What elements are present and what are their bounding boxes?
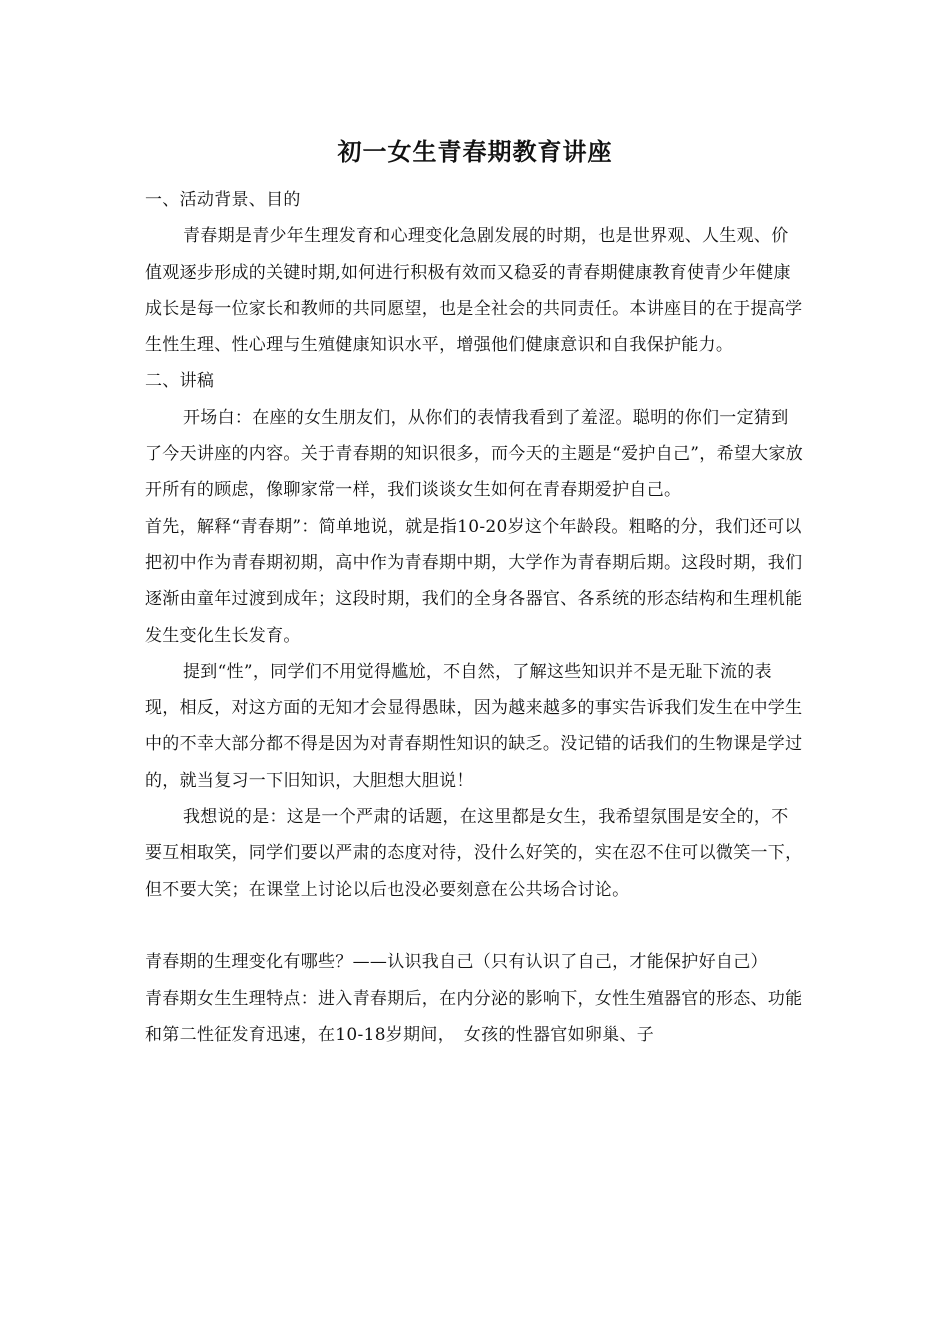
paragraph-definition: 首先，解释“青春期”：简单地说，就是指10-20岁这个年龄段。粗略的分，我们还可以把初中作为青春期初期，高中作为青春期中期，大学作为青春期后期。这段时期，我们逐渐由童年过渡到成年；这段时期，我们的全身各器官、各系统的形态结构和生理机能发生变化生长发育。	[145, 516, 803, 646]
document-body	[145, 182, 805, 1053]
blank-line	[145, 908, 805, 944]
document-title: 初一女生青春期教育讲座	[337, 138, 613, 166]
paragraph-serious-topic: 我想说的是：这是一个严肃的话题，在这里都是女生，我希望氛围是安全的，不要互相取笑，同学们要以严肃的态度对待，没什么好笑的，实在忍不住可以微笑一下，但不要大笑；在课堂上讨论以后也没必要刻意在公共场合讨论。	[145, 807, 803, 900]
paragraph-physical-changes-question: 青春期的生理变化有哪些？——认识我自己（只有认识了自己，才能保护好自己）	[145, 952, 768, 973]
paragraph-physiological-features: 青春期女生生理特点：进入青春期后，在内分泌的影响下，女性生殖器官的形态、功能和第二性征发育迅速，在10-18岁期间， 女孩的性器官如卵巢、子	[145, 988, 803, 1045]
paragraph-background: 青春期是青少年生理发育和心理变化急剧发展的时期，也是世界观、人生观、价值观逐步形成的关键时期,如何进行积极有效而又稳妥的青春期健康教育使青少年健康成长是每一位家长和教师的共同愿望，也是全社会的共同责任。本讲座目的在于提高学生性生理、性心理与生殖健康知识水平，增强他们健康意识和自我保护能力。	[145, 226, 803, 356]
paragraph-opening: 开场白：在座的女生朋友们，从你们的表情我看到了羞涩。聪明的你们一定猜到了今天讲座的内容。关于青春期的知识很多，而今天的主题是“爱护自己”，希望大家放开所有的顾虑，像聊家常一样，我们谈谈女生如何在青春期爱护自己。	[145, 407, 804, 501]
paragraph-mention-sex: 提到“性”，同学们不用觉得尴尬，不自然，了解这些知识并不是无耻下流的表现，相反，对这方面的无知才会显得愚昧，因为越来越多的事实告诉我们发生在中学生中的不幸大部分都不得是因为对青春期性知识的缺乏。没记错的话我们的生物课是学过的，就当复习一下旧知识，大胆想大胆说！	[145, 661, 803, 791]
section-heading-script: 二、讲稿	[145, 371, 215, 392]
section-heading-background: 一、活动背景、目的	[145, 190, 301, 210]
